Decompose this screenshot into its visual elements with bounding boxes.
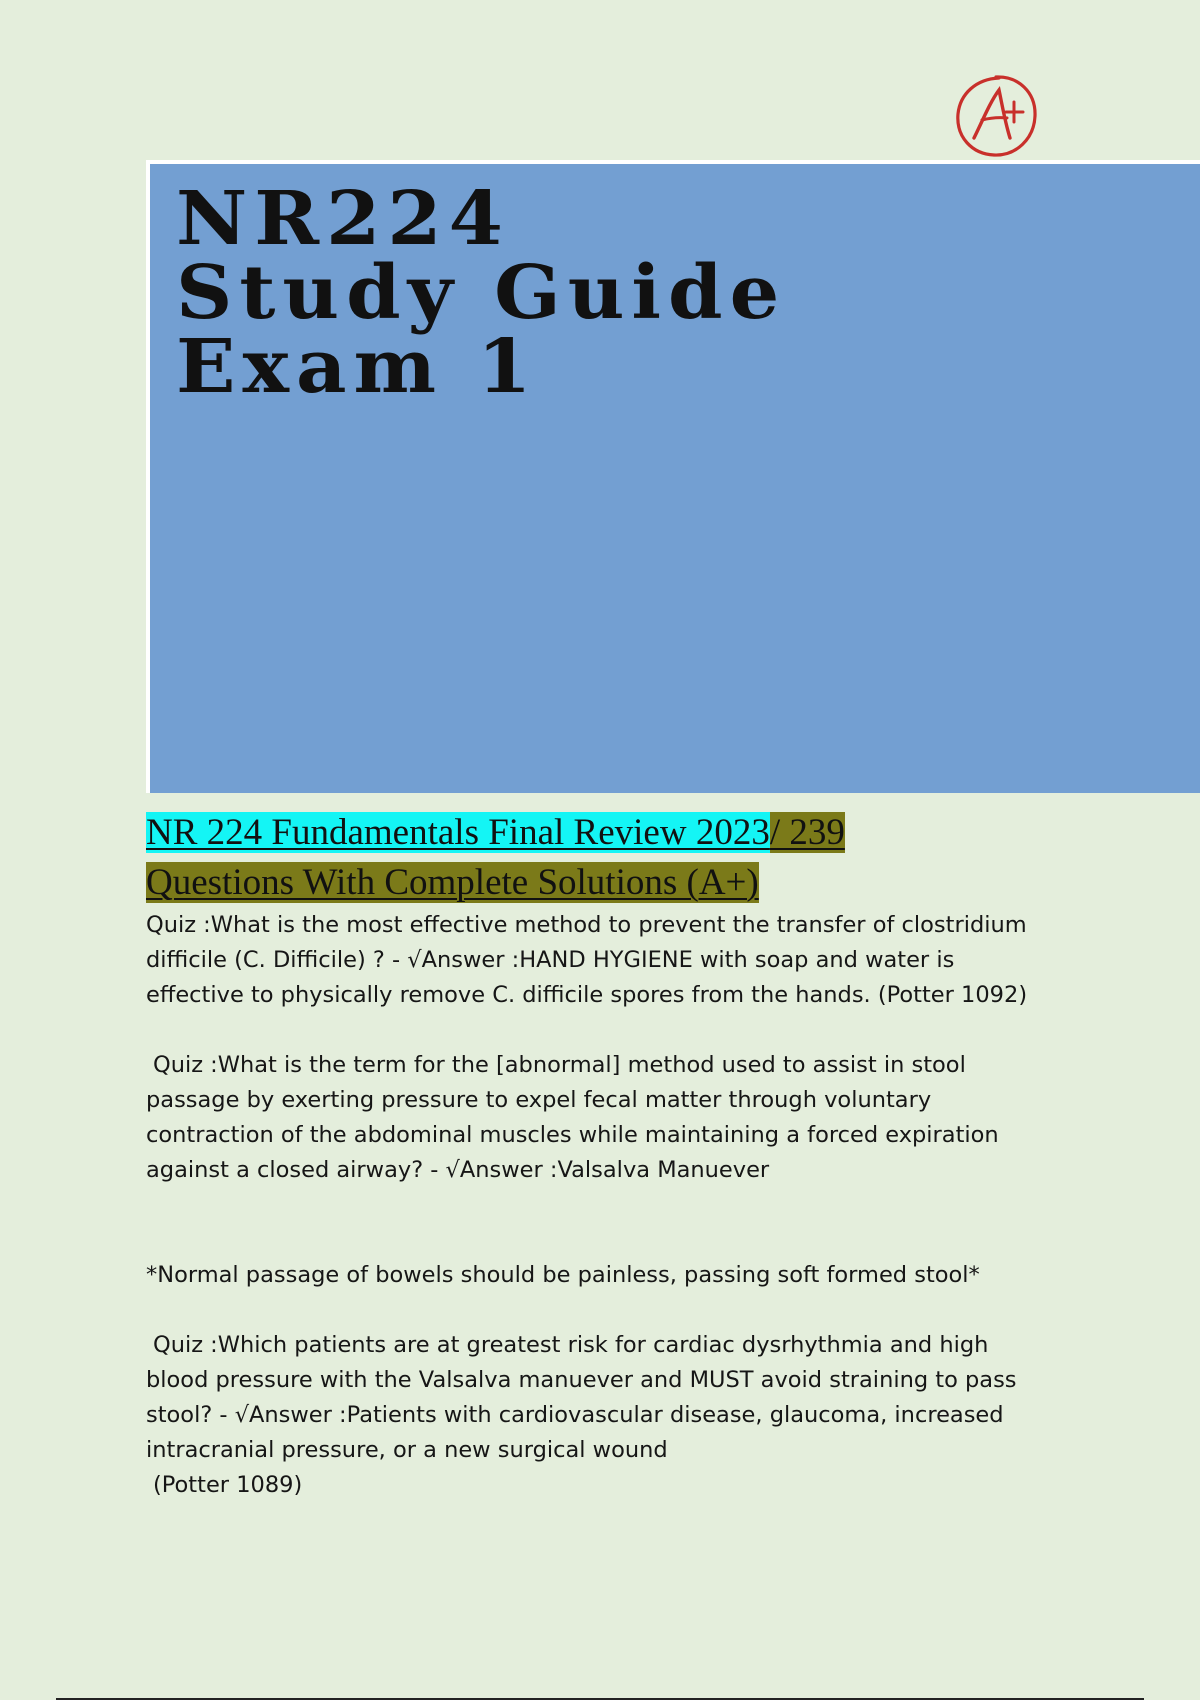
- q2-line-3: contraction of the abdominal muscles while maintaining a forced expiration: [146, 1122, 999, 1148]
- cover-title: [176, 175, 787, 410]
- q3-line-5: (Potter 1089): [153, 1472, 303, 1498]
- heading-line-1: [146, 808, 1046, 858]
- q3-line-3: stool? - √Answer :Patients with cardiovascular disease, glaucoma, increased: [146, 1402, 1004, 1428]
- grade-stamp-logo: [952, 72, 1040, 160]
- document-heading: [146, 808, 1046, 908]
- cover-panel: [146, 160, 1200, 793]
- cover-title-line-1: NR224: [176, 175, 510, 262]
- heading-line-2: [146, 858, 1046, 908]
- q3-line-1: Quiz :Which patients are at greatest risk for cardiac dysrhythmia and high: [153, 1332, 989, 1358]
- q1-line-3: effective to physically remove C. difficile spores from the hands. (Potter 1092): [146, 982, 1028, 1008]
- q2-line-4: against a closed airway? - √Answer :Valsalva Manuever: [146, 1157, 770, 1183]
- heading-olive-highlight-1: / 239: [769, 812, 845, 853]
- note-line: *Normal passage of bowels should be painless, passing soft formed stool*: [146, 1262, 980, 1288]
- cover-title-line-2: Study Guide: [176, 249, 787, 336]
- q3-line-2: blood pressure with the Valsalva manuever and MUST avoid straining to pass: [146, 1367, 1017, 1393]
- q2-line-1: Quiz :What is the term for the [abnormal] method used to assist in stool: [153, 1052, 966, 1078]
- heading-olive-highlight-2: Questions With Complete Solutions (A+): [146, 862, 759, 903]
- q2-line-2: passage by exerting pressure to expel fecal matter through voluntary: [146, 1087, 932, 1113]
- cover-title-line-3: Exam 1: [176, 323, 539, 410]
- heading-cyan-highlight: NR 224 Fundamentals Final Review 2023: [146, 812, 770, 853]
- q1-line-2: difficile (C. Difficile) ? - √Answer :HAND HYGIENE with soap and water is: [146, 947, 955, 973]
- q3-line-4: intracranial pressure, or a new surgical wound: [146, 1437, 668, 1463]
- q1-line-1: Quiz :What is the most effective method to prevent the transfer of clostridium: [146, 912, 1027, 938]
- document-body: [146, 908, 1066, 1503]
